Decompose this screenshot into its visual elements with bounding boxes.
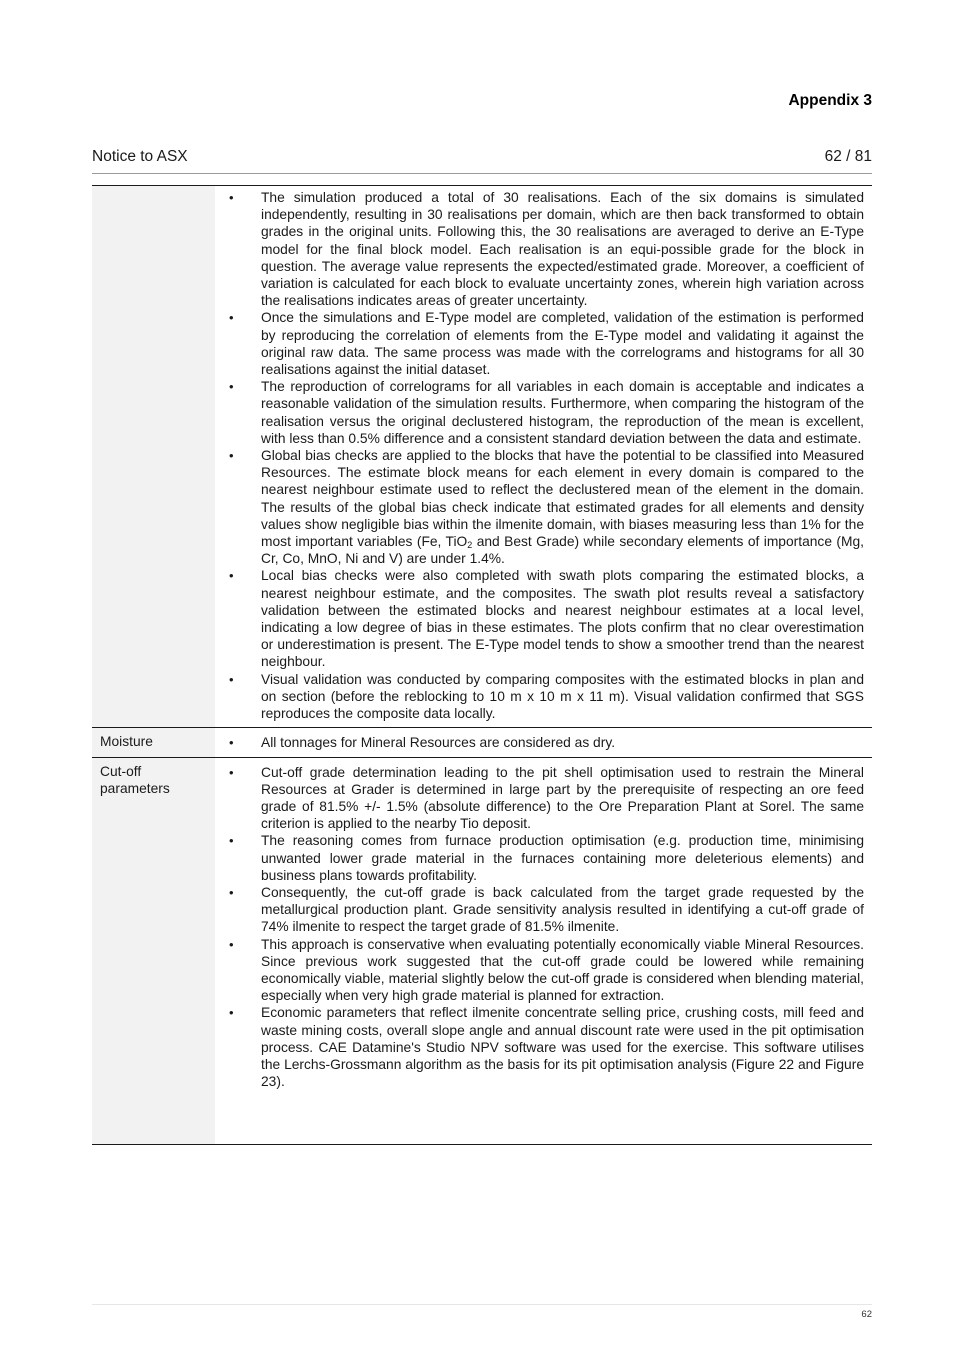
bullet-list: [215, 764, 864, 1091]
row-label: [92, 186, 215, 727]
list-item: • The reasoning comes from furnace production optimisation (e.g. production time, minimising unwanted lower grade material in the furnaces containing more deleterious elements) and business plans towards profitability.: [215, 832, 864, 884]
list-item: • Cut-off grade determination leading to the pit shell optimisation used to restrain the Mineral Resources at Grader is determined in large part by the prerequisite of respecting an ore feed grade of 81.5% +/- 1.5% (absolute difference) to the Ore Preparation Plant at Sorel. The same criterion is applied to the nearby Tio deposit.: [215, 764, 864, 833]
criteria-table: [92, 185, 872, 1145]
list-item: [215, 447, 864, 567]
appendix-title: Appendix 3: [788, 92, 872, 109]
row-content: [215, 728, 872, 756]
list-item: • This approach is conservative when evaluating potentially economically viable Mineral Resources. Since previous work suggested that the cut-off grade could be lowered while remaining economically viable, material slightly below the cut-off grade is considered when blending material, especially when very high grade material is planned for extraction.: [215, 936, 864, 1005]
notice-label: Notice to ASX: [92, 148, 188, 165]
footer-divider: [92, 1304, 872, 1305]
list-item: • The reproduction of correlograms for all variables in each domain is acceptable and indicates a reasonable validation of the simulation results. Furthermore, when comparing the histogram of the realisation versus the original declustered histogram, the reproduction of the mean is excellent, with less than 0.5% difference and a consistent standard deviation between the data and estimate.: [215, 378, 864, 447]
bullet-list: [215, 734, 864, 751]
list-item: • Once the simulations and E-Type model are completed, validation of the estimation is performed by reproducing the correlation of elements from the E-Type model and validating it against the original raw data. The same process was made with the correlograms and histograms for all 30 realisations against the initial dataset.: [215, 309, 864, 378]
page-number: 62: [861, 1309, 872, 1320]
bullet-list: [215, 189, 864, 722]
row-content: [215, 186, 872, 727]
row-label: Moisture: [92, 728, 215, 756]
page-counter: 62 / 81: [824, 148, 872, 165]
table-row-cutoff: [92, 758, 872, 1145]
list-item: • Visual validation was conducted by comparing composites with the estimated blocks in plan and on section (before the reblocking to 10 m x 10 m x 11 m). Visual validation confirmed that SGS reproduces the composite data locally.: [215, 671, 864, 723]
page-header: [92, 148, 872, 170]
table-row-moisture: [92, 728, 872, 757]
table-row-estimation: [92, 186, 872, 728]
subscript: 2: [467, 540, 473, 551]
list-item: • Consequently, the cut-off grade is back calculated from the target grade requested by the metallurgical production plant. Grade sensitivity analysis resulted in identifying a cut-off grade of 74% ilmenite to respect the target grade of 81.5% ilmenite.: [215, 884, 864, 936]
row-content: [215, 758, 872, 1144]
row-label: Cut-off parameters: [92, 758, 215, 1144]
header-divider: [92, 173, 872, 174]
bias-text-tail: and Best Grade) while secondary elements of importance (Mg, Cr, Co, MnO, Ni and V) are under 1.4%.: [261, 534, 865, 567]
list-item: • All tonnages for Mineral Resources are considered as dry.: [215, 734, 864, 751]
list-item: • Economic parameters that reflect ilmenite concentrate selling price, crushing costs, mill feed and waste mining costs, overall slope angle and annual discount rate were used in the pit optimisation process. CAE Datamine's Studio NPV software was used for the exercise. This software utilises the Lerchs-Grossmann algorithm as the basis for its pit optimisation analysis (Figure 22 and Figure 23).: [215, 1004, 864, 1090]
list-item: • The simulation produced a total of 30 realisations. Each of the six domains is simulated independently, resulting in 30 realisations per domain, which are then back transformed to obtain grades in the original units. Following this, the 30 realisations are averaged to derive an E-Type model for the final block model. Each realisation is an equi-possible grade for the block in question. The average value represents the expected/estimated grade. Moreover, a coefficient of variation is calculated for each block to evaluate uncertainty zones, wherein high variation across the realisations indicates areas of greater uncertainty.: [215, 189, 864, 309]
bias-text: Global bias checks are applied to the blocks that have the potential to be classified into Measured Resources. The estimate block means for each element in every domain is compared to the nearest neighbour estimate used to reflect the declustered mean of the element in the domain. The results of the global bias check indicate that estimated grades for all elements and density values show negligible bias within the ilmenite domain, with biases measuring less than 1% for the most important variables (Fe, TiO: [261, 448, 864, 550]
list-item: • Local bias checks were also completed with swath plots comparing the estimated blocks, a nearest neighbour estimate, and the composites. The swath plot results reveal a satisfactory validation between the estimated blocks and nearest neighbour estimates at a local level, indicating a low degree of bias in these estimates. The plots confirm that no clear overestimation or underestimation is present. The E-Type model tends to show a smoother trend than the nearest neighbour.: [215, 567, 864, 670]
